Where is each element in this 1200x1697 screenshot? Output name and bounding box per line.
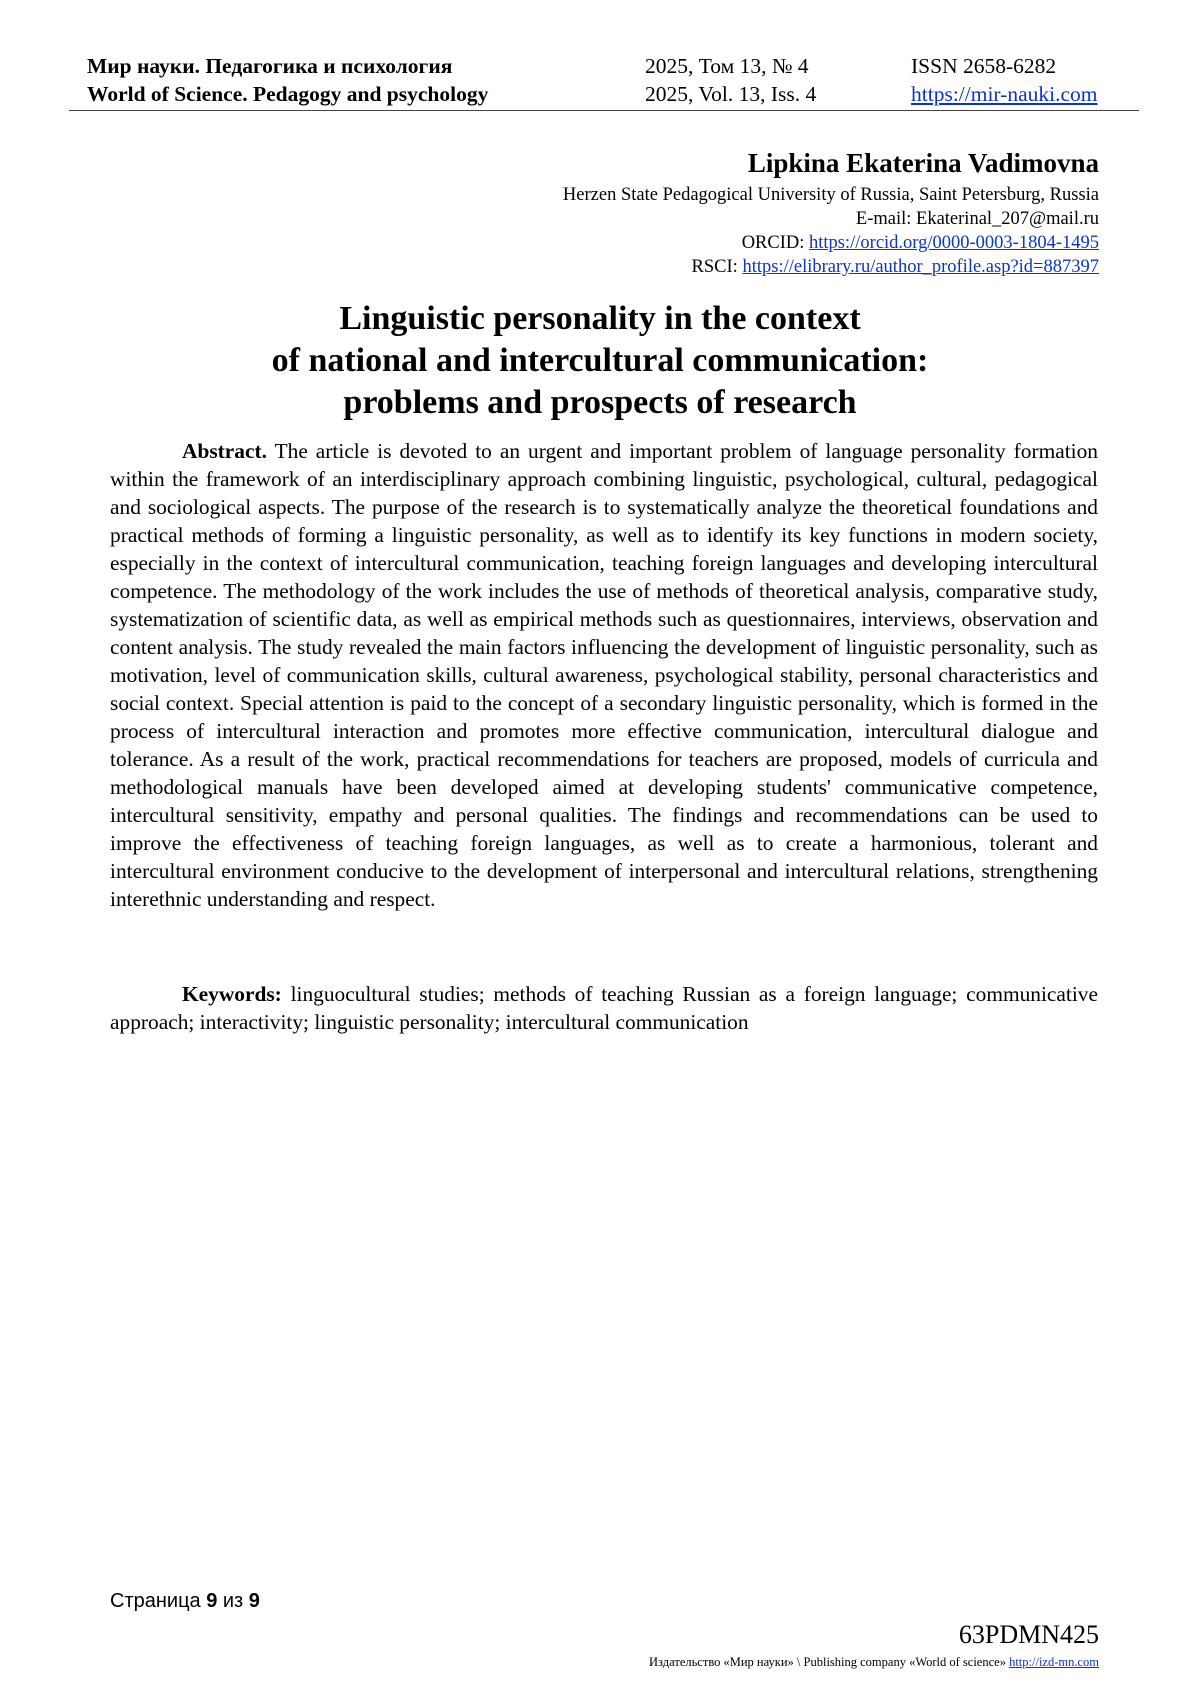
page-separator: из [217,1590,249,1612]
page-current: 9 [206,1590,218,1612]
publisher-line [649,1654,1099,1670]
issue-info-en: 2025, Vol. 13, Iss. 4 [645,82,817,106]
rsci-link[interactable]: https://elibrary.ru/author_profile.asp?id=887397 [742,257,1099,277]
issue-info-ru: 2025, Том 13, № 4 [645,54,809,78]
header-row-ru [87,52,1137,80]
page-number [110,1588,260,1614]
abstract-paragraph [110,437,1098,913]
author-name: Lipkina Ekaterina Vadimovna [747,148,1099,178]
article-code: 63PDMN425 [958,1620,1099,1649]
author-block [399,145,1099,279]
page-total: 9 [248,1590,260,1612]
publisher-link[interactable]: http://izd-mn.com [1009,1655,1099,1669]
keywords-label: Keywords: [182,982,282,1006]
abstract-text: The article is devoted to an urgent and important problem of language personality formation within the framework of an interdisciplinary approach combining linguistic, psychological, cultural, pedagogical and sociological aspects. The purpose of the research is to systematically analyze the theoretical foundations and practical methods of forming a linguistic personality, as well as to identify its key functions in modern society, especially in the context of intercultural communication, teaching foreign languages and developing intercultural competence. The methodology of the work includes the use of methods of theoretical analysis, comparative study, systematization of scientific data, as well as empirical methods such as questionnaires, interviews, observation and content analysis. The study revealed the main factors influencing the development of linguistic personality, such as motivation, level of communication skills, cultural awareness, psychological stability, personal characteristics and social context. Special attention is paid to the concept of a secondary linguistic personality, which is formed in the process of intercultural interaction and promotes more effective communication, intercultural dialogue and tolerance. As a result of the work, practical recommendations for teachers are proposed, models of curricula and methodological manuals have been developed aimed at developing students' communicative competence, intercultural sensitivity, empathy and personal qualities. The findings and recommendations can be used to improve the effectiveness of teaching foreign languages, as well as to create a harmonious, tolerant and intercultural environment conducive to the development of interpersonal and intercultural relations, strengthening interethnic understanding and respect. [110,439,1098,911]
title-line-1: Linguistic personality in the context [339,300,861,337]
page-prefix: Страница [110,1590,207,1612]
rsci-label: RSCI: [691,257,743,277]
author-rsci [399,255,1099,279]
journal-name-ru: Мир науки. Педагогика и психология [87,54,453,78]
issn: ISSN 2658-6282 [911,54,1057,78]
title-line-3: problems and prospects of research [343,384,857,421]
orcid-link[interactable]: https://orcid.org/0000-0003-1804-1495 [809,233,1099,253]
header-row-en [87,80,1137,108]
journal-name-en: World of Science. Pedagogy and psychology [87,82,489,106]
keywords-text: linguocultural studies; methods of teaching Russian as a foreign language; communicative approach; interactivity; linguistic personality; intercultural communication [110,982,1098,1034]
author-email: E-mail: Ekaterinal_207@mail.ru [855,209,1099,229]
author-orcid [399,231,1099,255]
journal-site-link[interactable]: https://mir-nauki.com [911,82,1098,106]
header-divider [69,110,1139,111]
keywords-paragraph [110,980,1098,1036]
author-affiliation: Herzen State Pedagogical University of Russia, Saint Petersburg, Russia [562,185,1099,205]
publisher-text: Издательство «Мир науки» \ Publishing company «World of science» [649,1655,1010,1669]
abstract-label: Abstract. [182,439,267,463]
journal-header [87,52,1137,108]
article-title [100,298,1100,424]
title-line-2: of national and intercultural communication: [271,342,929,379]
orcid-label: ORCID: [741,233,810,253]
